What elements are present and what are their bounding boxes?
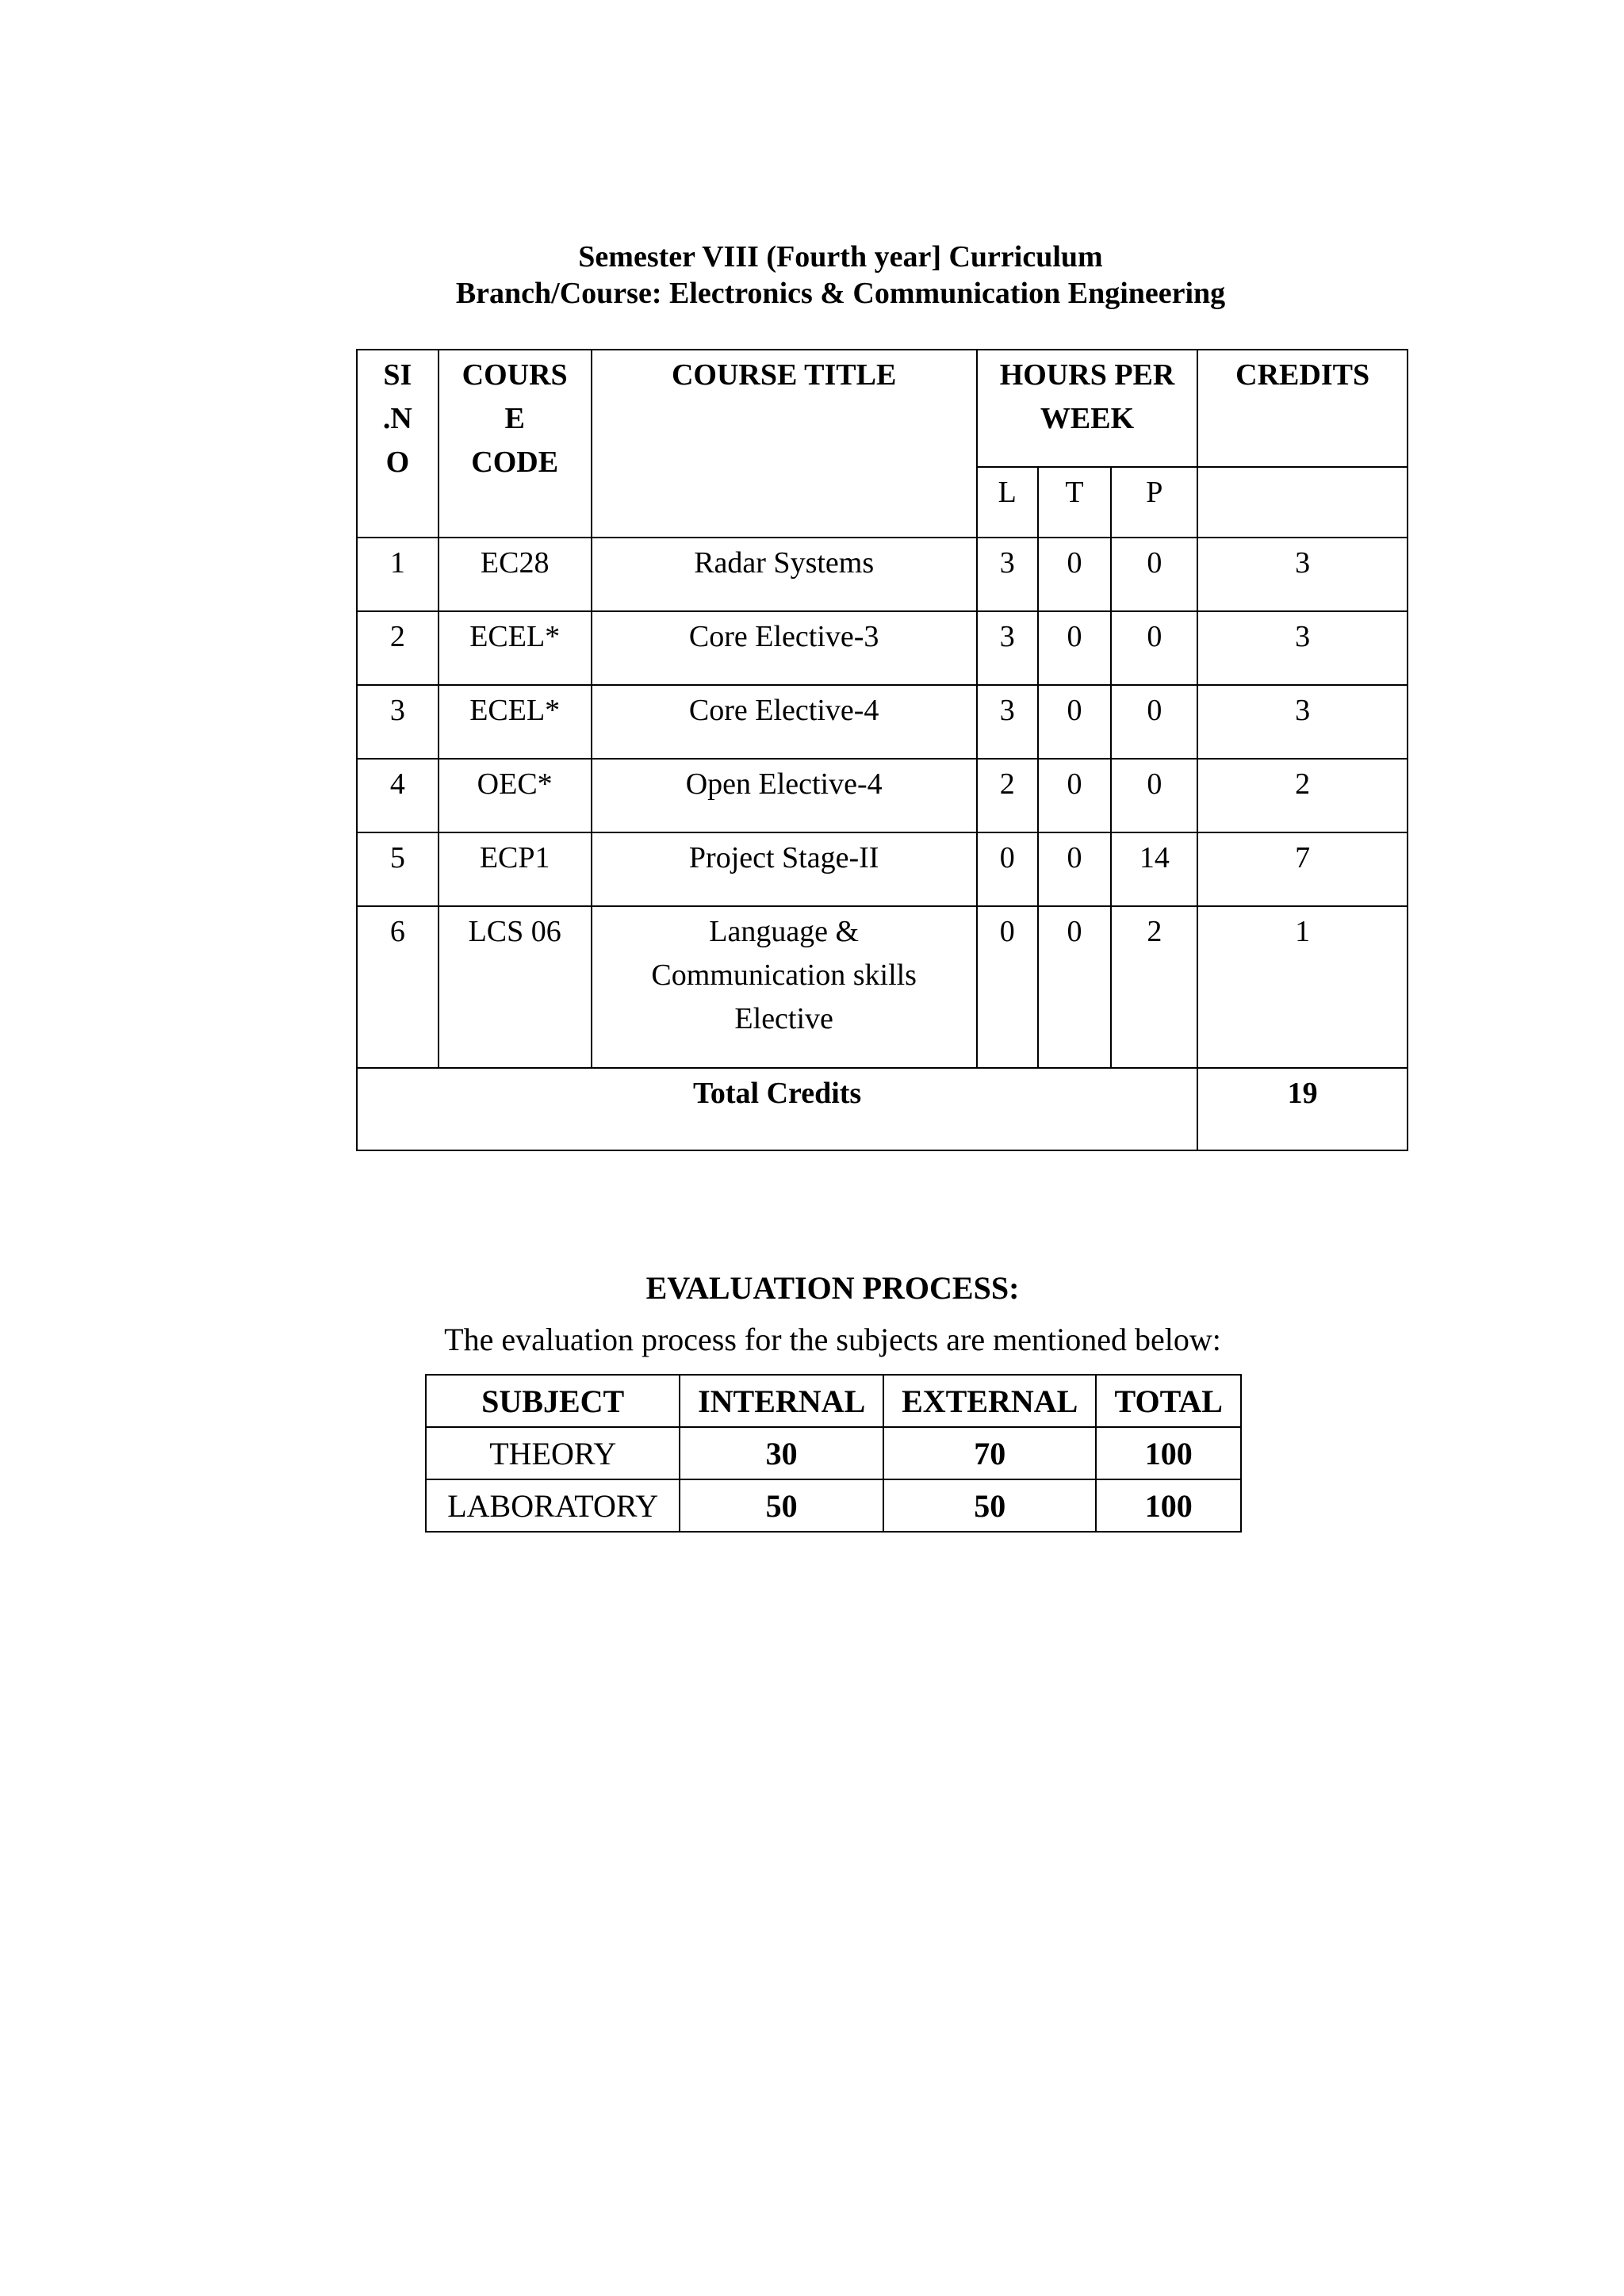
header-row xyxy=(357,350,1408,467)
header-course-title: COURSE TITLE xyxy=(592,350,977,538)
cell-sino: 6 xyxy=(357,906,439,1068)
cell-external: 50 xyxy=(883,1479,1097,1532)
header-internal: INTERNAL xyxy=(680,1375,883,1427)
cell-credits: 3 xyxy=(1197,611,1408,685)
cell-title: Language & Communication skills Elective xyxy=(592,906,977,1068)
curriculum-table xyxy=(356,349,1408,1151)
cell-code: ECEL* xyxy=(439,685,592,759)
header-external: EXTERNAL xyxy=(883,1375,1097,1427)
cell-total: 100 xyxy=(1096,1427,1241,1479)
cell-t: 0 xyxy=(1038,611,1112,685)
header-hours-per-week: HOURS PER WEEK xyxy=(977,350,1198,467)
cell-l: 3 xyxy=(977,611,1038,685)
header-sino: SI .N O xyxy=(357,350,439,538)
cell-sino: 2 xyxy=(357,611,439,685)
document-subtitle: Branch/Course: Electronics & Communication Engineering xyxy=(455,277,1226,310)
cell-t: 0 xyxy=(1038,832,1112,906)
evaluation-header-row xyxy=(426,1375,1241,1427)
cell-credits: 1 xyxy=(1197,906,1408,1068)
cell-l: 0 xyxy=(977,906,1038,1068)
cell-t: 0 xyxy=(1038,685,1112,759)
table-row xyxy=(357,538,1408,611)
cell-p: 0 xyxy=(1111,759,1197,832)
cell-sino: 5 xyxy=(357,832,439,906)
table-row xyxy=(426,1427,1241,1479)
cell-credits: 2 xyxy=(1197,759,1408,832)
table-row xyxy=(357,906,1408,1068)
cell-t: 0 xyxy=(1038,759,1112,832)
cell-code: OEC* xyxy=(439,759,592,832)
cell-p: 2 xyxy=(1111,906,1197,1068)
cell-subject: LABORATORY xyxy=(426,1479,680,1532)
cell-sino: 3 xyxy=(357,685,439,759)
cell-code: EC28 xyxy=(439,538,592,611)
header-l: L xyxy=(977,467,1038,538)
cell-l: 0 xyxy=(977,832,1038,906)
document-title: Semester VIII (Fourth year] Curriculum xyxy=(578,240,1103,274)
header-p: P xyxy=(1111,467,1197,538)
cell-p: 0 xyxy=(1111,611,1197,685)
total-row xyxy=(357,1068,1408,1150)
cell-subject: THEORY xyxy=(426,1427,680,1479)
cell-code: ECP1 xyxy=(439,832,592,906)
cell-credits: 7 xyxy=(1197,832,1408,906)
table-row xyxy=(426,1479,1241,1532)
evaluation-description: The evaluation process for the subjects are mentioned below: xyxy=(444,1322,1221,1357)
header-subject: SUBJECT xyxy=(426,1375,680,1427)
table-row xyxy=(357,611,1408,685)
cell-l: 2 xyxy=(977,759,1038,832)
header-course-code: COURS E CODE xyxy=(439,350,592,538)
cell-sino: 4 xyxy=(357,759,439,832)
total-credits-value: 19 xyxy=(1197,1068,1408,1150)
cell-l: 3 xyxy=(977,685,1038,759)
header-total: TOTAL xyxy=(1096,1375,1241,1427)
cell-credits: 3 xyxy=(1197,538,1408,611)
header-t: T xyxy=(1038,467,1112,538)
header-credits: CREDITS xyxy=(1197,350,1408,467)
cell-t: 0 xyxy=(1038,538,1112,611)
table-row xyxy=(357,759,1408,832)
cell-title: Core Elective-3 xyxy=(592,611,977,685)
cell-total: 100 xyxy=(1096,1479,1241,1532)
cell-internal: 30 xyxy=(680,1427,883,1479)
cell-title: Core Elective-4 xyxy=(592,685,977,759)
cell-credits: 3 xyxy=(1197,685,1408,759)
cell-sino: 1 xyxy=(357,538,439,611)
cell-code: ECEL* xyxy=(439,611,592,685)
cell-p: 0 xyxy=(1111,685,1197,759)
cell-title: Project Stage-II xyxy=(592,832,977,906)
cell-internal: 50 xyxy=(680,1479,883,1532)
cell-code: LCS 06 xyxy=(439,906,592,1068)
table-row xyxy=(357,685,1408,759)
table-row xyxy=(357,832,1408,906)
cell-p: 0 xyxy=(1111,538,1197,611)
cell-p: 14 xyxy=(1111,832,1197,906)
evaluation-table xyxy=(425,1374,1242,1533)
cell-title: Open Elective-4 xyxy=(592,759,977,832)
evaluation-heading: EVALUATION PROCESS: xyxy=(645,1270,1020,1306)
cell-t: 0 xyxy=(1038,906,1112,1068)
cell-external: 70 xyxy=(883,1427,1097,1479)
header-credits-blank xyxy=(1197,467,1408,538)
cell-title: Radar Systems xyxy=(592,538,977,611)
cell-l: 3 xyxy=(977,538,1038,611)
total-credits-label: Total Credits xyxy=(357,1068,1197,1150)
